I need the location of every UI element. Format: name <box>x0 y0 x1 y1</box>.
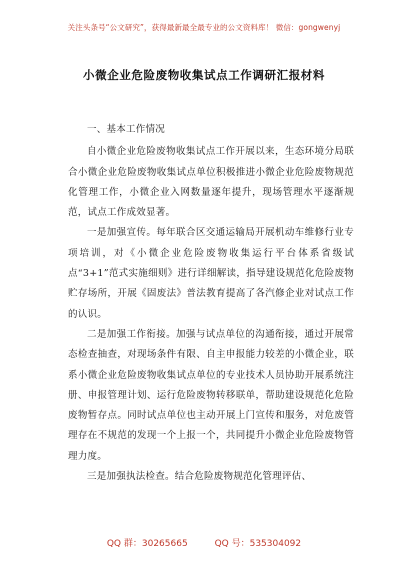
paragraph-intro: 自小微企业危险废物收集试点工作开展以来，生态环境分局联合小微企业危险废物收集试点单位积极推进小微企业危险废物规范化管理工作，小微企业入网数量逐年提升，现场管理水平逐渐规范，试点工作成效显著。 <box>68 146 354 219</box>
header-promo-note: 关注头条号“公文研究”，获得最新最全最专业的公文资料库！ 微信：gongwenyj <box>67 23 341 32</box>
footer-contact <box>0 536 408 549</box>
document-title: 小微企业危险废物收集试点工作调研汇报材料 <box>83 68 325 82</box>
paragraph-publicity: 一是加强宣传。每年联合区交通运输局开展机动车维修行业专项培训，对《小微企业危险废物收集运行平台体系省级试点“3+1”范式实施细则》进行详细解读，指导建设规范化危险废物贮存场所，开展《固废法》普法教育提高了各汽修企业对试点工作的认识。 <box>68 227 354 320</box>
section-heading: 一、基本工作情况 <box>87 124 166 135</box>
paragraph-enforcement: 三是加强执法检查。结合危险废物规范化管理评估、 <box>87 471 312 483</box>
document-body <box>68 120 354 487</box>
footer-qq-number: QQ 号：535304092 <box>214 539 302 549</box>
footer-qq-group: QQ 群：30265665 <box>106 539 188 549</box>
paragraph-coordination: 二是加强工作衔接。加强与试点单位的沟通衔接，通过开展常态检查抽查，对现场条件有限、自主申报能力较差的小微企业，联系小微企业危险废物收集试点单位的专业技术人员协助开展系统注册、申报管理计划、运行危险废物转移联单，帮助建设规范化危险废物暂存点。同时试点单位也主动开展上门宣传和服务，对危废管理存在不规范的发现一个上报一个，共同提升小微企业危险废物管理力度。 <box>68 328 354 462</box>
